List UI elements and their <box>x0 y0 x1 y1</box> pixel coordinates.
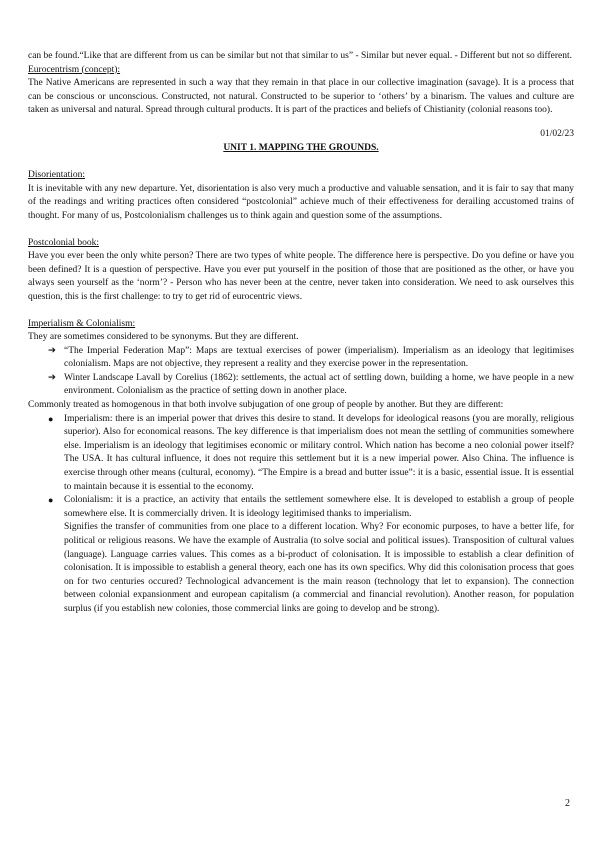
bullet-item-text: Colonialism: it is a practice, an activity that entails the settlement somewhere else. It is developed to establish a group of people somewhere else. It is commercially driven. It is ideology legitimised thanks to imperialism. <box>64 495 574 519</box>
disorientation-paragraph: It is inevitable with any new departure. Yet, disorientation is also very much a productive and valuable sensation, and it is fair to say that many of the readings and writing practices often considered “postcolonial” achieve much of their effectiveness for derailing accustomed trains of thought. For many of us, Postcolonialism challenges us to think again and question some of the assumptions. <box>28 183 574 221</box>
postcolonial-book-paragraph: Have you ever been the only white person? There are two types of white people. The difference here is perspective. Do you define or have you been defined? It is a question of perspective. Have you ever put yourself in the position of those that are positioned as the other, or have you always seen yourself as the ‘norm’? - Person who has never been at the centre, never taken into consideration. We need to ask ourselves this question, this is the first challenge: to try to get rid of eurocentric views. <box>28 251 574 302</box>
arrow-icon: ➔ <box>48 372 56 383</box>
eurocentrism-paragraph: The Native Americans are represented in such a way that they remain in that place in our collective imagination (savage). It is a process that can be conscious or unconscious. Constructed, not natural. Constructed to be superior to ‘others’ by a binarism. The values and culture are taken as universal and natural. Spread through cultural products. It is part of the practices and beliefs of Chistianity (colonial reasons too). <box>28 78 574 116</box>
list-item <box>28 345 574 372</box>
spacer <box>28 305 574 318</box>
bullet-icon: ● <box>48 413 54 424</box>
eurocentrism-heading: Eurocentrism (concept): <box>28 64 121 75</box>
bullet-list <box>28 413 574 522</box>
imperialism-intro: They are sometimes considered to be synonyms. But they are different. <box>28 332 299 343</box>
colonialism-continuation: Signifies the transfer of communities from one place to a different location. Why? For economic purposes, to have a better life, for political or religious reasons. We have the example of Australia (to solve social and political issues). Transposition of cultural values (language). Language carries values. This comes as a bi-product of colonisation. It is impossible to establish a clear definition of colonisation. It is impossible to establish a general theory, each one has its own specifics. Why did this colonisation process that goes on for two centuries occured? Technological advancement is the main reason (technology that let to expansion). The connection between colonial expansionment and european capitalism (a commercial and financial revolution). Another reason, for population surplus (if you establish new colonies, those commercial links are going to develop and be strong). <box>64 522 574 614</box>
page-number: 2 <box>565 798 570 809</box>
postcolonial-book-heading: Postcolonial book: <box>28 237 99 248</box>
spacer <box>28 224 574 237</box>
bullet-icon: ● <box>48 495 54 506</box>
arrow-icon: ➔ <box>48 345 56 356</box>
arrow-item-text: Winter Landscape Lavall by Corelius (1862): settlements, the actual act of settling down, building a home, we have people in a new environment. Colonialism as the practice of setting down in another place. <box>64 372 574 397</box>
unit-title: UNIT 1. MAPPING THE GROUNDS. <box>223 142 379 153</box>
intro-paragraph: can be found.“Like that are different from us can be similar but not that similar to us” - Similar but never equal. - Different but not so different. <box>28 51 572 61</box>
list-item <box>28 494 574 521</box>
list-item <box>28 413 574 495</box>
commonly-paragraph: Commonly treated as homogenous in that both involve subjugation of one group of people by another. But they are different: <box>28 400 504 411</box>
bullet-item-text: Imperialism: there is an imperial power that drives this desire to stand. It develops for ideological reasons (you are morally, religious superior). Also for economical reasons. The key difference is that imperialism does not mean the settling of communities somewhere else. Imperialism is an ideology that legitimises economic or military control. Which nation has become a neo colonial power itself? The USA. It has cultural influence, it does not require this settlement but it is a new imperial power. Also China. The influence is exercise through other means (cultural, economy). “The Empire is a bread and butter issue”: it is a basic, essential issue. It is essential to maintain because it is essential to the economy. <box>64 413 574 492</box>
arrow-list <box>28 345 574 399</box>
list-item <box>28 372 574 399</box>
disorientation-heading: Disorientation: <box>28 170 85 181</box>
document-page <box>28 50 574 617</box>
date-label: 01/02/23 <box>540 128 574 139</box>
arrow-item-text: “The Imperial Federation Map”: Maps are textual exercises of power (imperialism). Imperialism as an ideology that legitimises colonialism. Maps are not objective, they represent a reality and they exercise power in the representation. <box>64 345 574 370</box>
imperialism-heading: Imperialism & Colonialism: <box>28 318 136 329</box>
